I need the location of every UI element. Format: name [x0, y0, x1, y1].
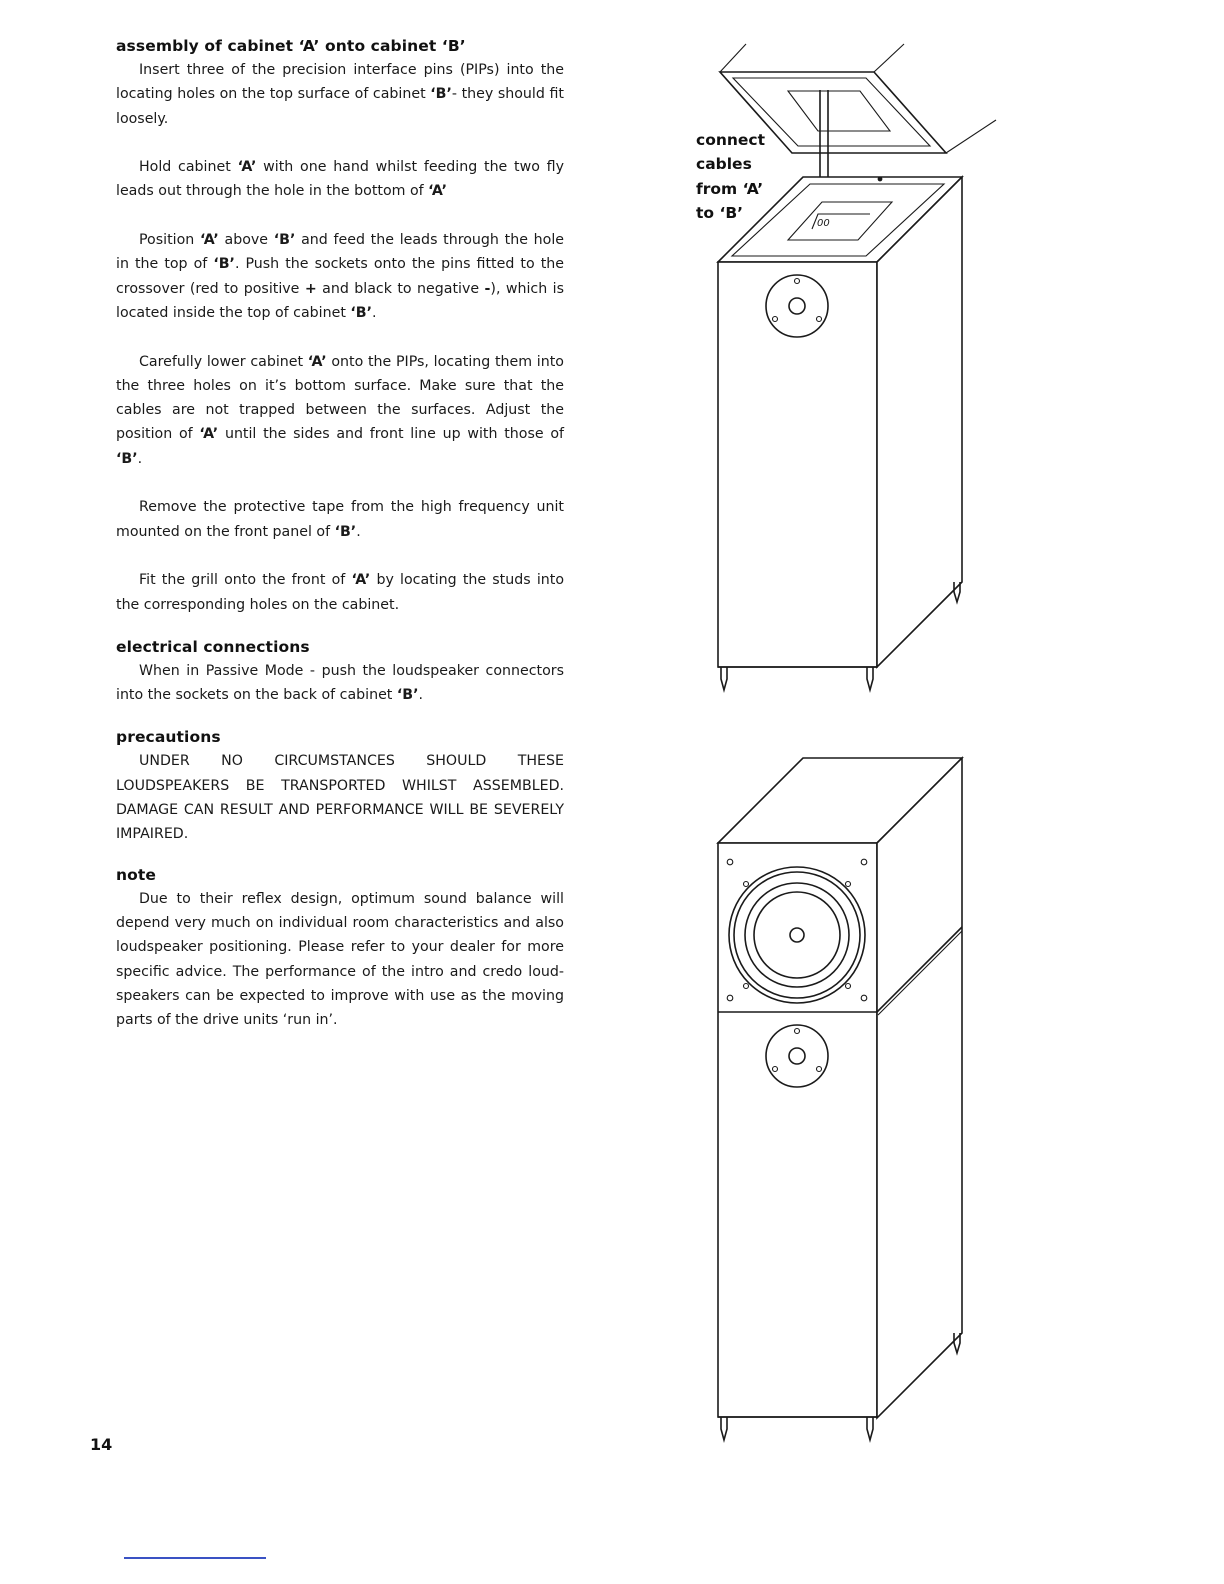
precautions-heading: precautions: [116, 728, 221, 747]
callout-line-4: to ‘B’: [696, 203, 744, 222]
cabinet-b-drawing: [718, 177, 962, 690]
assembly-paragraph-2: Hold cabinet ‘A’ with one hand whilst feeding the two fly leads out through the hole in the bottom of ‘A’: [116, 159, 564, 200]
assembly-paragraph-1: Insert three of the precision interface pins (PIPs) into the locating holes on the top surface of cabinet ‘B’- they should fit loosely.: [116, 62, 564, 127]
electrical-paragraph: When in Passive Mode - push the loudspeaker connectors into the sockets on the back of cabinet ‘B’.: [116, 662, 564, 704]
svg-text:00: 00: [817, 218, 830, 229]
assembly-paragraph-5: Remove the protective tape from the high frequency unit mounted on the front panel of ‘B’.: [116, 499, 564, 540]
note-paragraph: Due to their reflex design, optimum sound balance will depend very much on individual room characteristics and also loudspeaker positioning. Please refer to your dealer for more specific advice. The performance of the intro and credo loud-speakers can be expected to improve with use as the moving parts of the drive units ‘run in’.: [116, 890, 564, 1029]
assembly-paragraph-3: Position ‘A’ above ‘B’ and feed the leads through the hole in the top of ‘B’. Push the sockets onto the pins fitted to the crossover (red to positive + and black to negative -), which is located inside the top of cabinet ‘B’.: [116, 232, 565, 321]
note-heading: note: [116, 865, 157, 884]
footer-rule: [124, 1557, 266, 1559]
callout-line-2: cables: [696, 155, 752, 174]
page-number: 14: [90, 1435, 113, 1454]
cabinet-a-cutaway: [720, 44, 996, 153]
precautions-paragraph: UNDER NO CIRCUMSTANCES SHOULD THESE LOUDSPEAKERS BE TRANSPORTED WHILST ASSEMBLED. DAMAGE CAN RESULT AND PERFORMANCE WILL BE SEVERELY IMPAIRED.: [116, 753, 564, 843]
callout-line-1: connect: [696, 131, 766, 149]
assembled-speaker-drawing: [718, 758, 962, 1440]
assembly-heading: assembly of cabinet ‘A’ onto cabinet ‘B’: [116, 37, 466, 55]
assembly-paragraph-6: Fit the grill onto the front of ‘A’ by locating the studs into the corresponding holes on the cabinet.: [116, 572, 564, 613]
callout-line-3: from ‘A’: [696, 179, 764, 198]
assembly-paragraph-4: Carefully lower cabinet ‘A’ onto the PIPs, locating them into the three holes on it’s bottom surface. Make sure that the cables are not trapped between the surfaces. Adjust the position of ‘A’ until the sides and front line up with those of ‘B’.: [116, 353, 565, 467]
electrical-heading: electrical connections: [116, 637, 310, 656]
